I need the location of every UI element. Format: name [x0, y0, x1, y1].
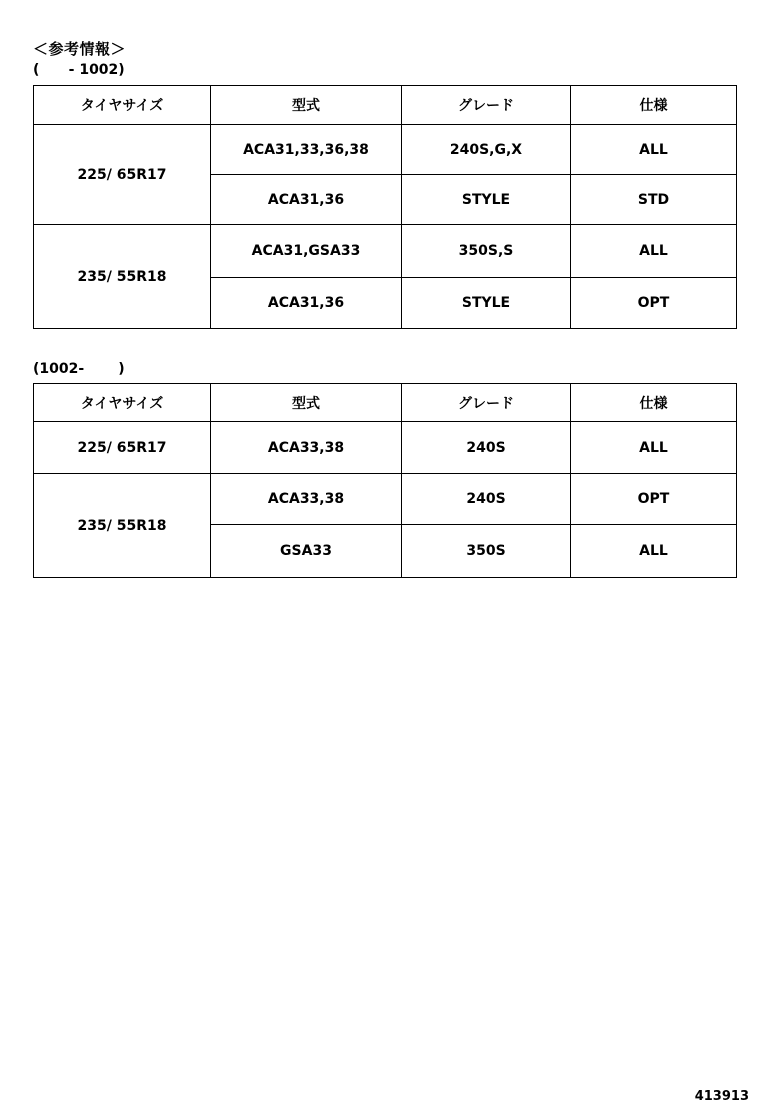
spec-cell: ALL [571, 125, 737, 175]
header-spec: 仕様 [571, 384, 737, 422]
spec-cell: ALL [571, 525, 737, 578]
table-row [34, 474, 737, 525]
tire-size-cell: 225/ 65R17 [34, 125, 211, 225]
header-model: 型式 [211, 86, 402, 125]
spec-cell: OPT [571, 278, 737, 329]
table-header-row [34, 86, 737, 125]
model-cell: ACA31,33,36,38 [211, 125, 402, 175]
header-spec: 仕様 [571, 86, 737, 125]
header-grade: グレード [402, 86, 571, 125]
tire-size-cell: 235/ 55R18 [34, 474, 211, 578]
spec-cell: ALL [571, 225, 737, 278]
table-header-row [34, 384, 737, 422]
tire-size-table-after-1002 [33, 383, 737, 578]
grade-cell: STYLE [402, 278, 571, 329]
model-cell: ACA33,38 [211, 422, 402, 474]
illustration-number: 413913 [694, 1089, 749, 1104]
header-model: 型式 [211, 384, 402, 422]
reference-info-heading: ＜参考情報＞ [33, 40, 127, 58]
grade-cell: 240S [402, 474, 571, 525]
tire-size-cell: 225/ 65R17 [34, 422, 211, 474]
tire-size-table-before-1002 [33, 85, 737, 329]
header-tire-size: タイヤサイズ [34, 86, 211, 125]
spec-cell: STD [571, 175, 737, 225]
grade-cell: 350S [402, 525, 571, 578]
grade-cell: 240S,G,X [402, 125, 571, 175]
model-cell: ACA31,36 [211, 278, 402, 329]
table-row [34, 125, 737, 175]
grade-cell: STYLE [402, 175, 571, 225]
table1-range-label: ( - 1002) [33, 62, 125, 78]
tire-size-cell: 235/ 55R18 [34, 225, 211, 329]
model-cell: ACA31,GSA33 [211, 225, 402, 278]
model-cell: ACA31,36 [211, 175, 402, 225]
spec-cell: OPT [571, 474, 737, 525]
table-row [34, 225, 737, 278]
model-cell: ACA33,38 [211, 474, 402, 525]
grade-cell: 240S [402, 422, 571, 474]
table-row [34, 422, 737, 474]
header-tire-size: タイヤサイズ [34, 384, 211, 422]
header-grade: グレード [402, 384, 571, 422]
grade-cell: 350S,S [402, 225, 571, 278]
table2-range-label: (1002- ) [33, 361, 125, 377]
spec-cell: ALL [571, 422, 737, 474]
model-cell: GSA33 [211, 525, 402, 578]
